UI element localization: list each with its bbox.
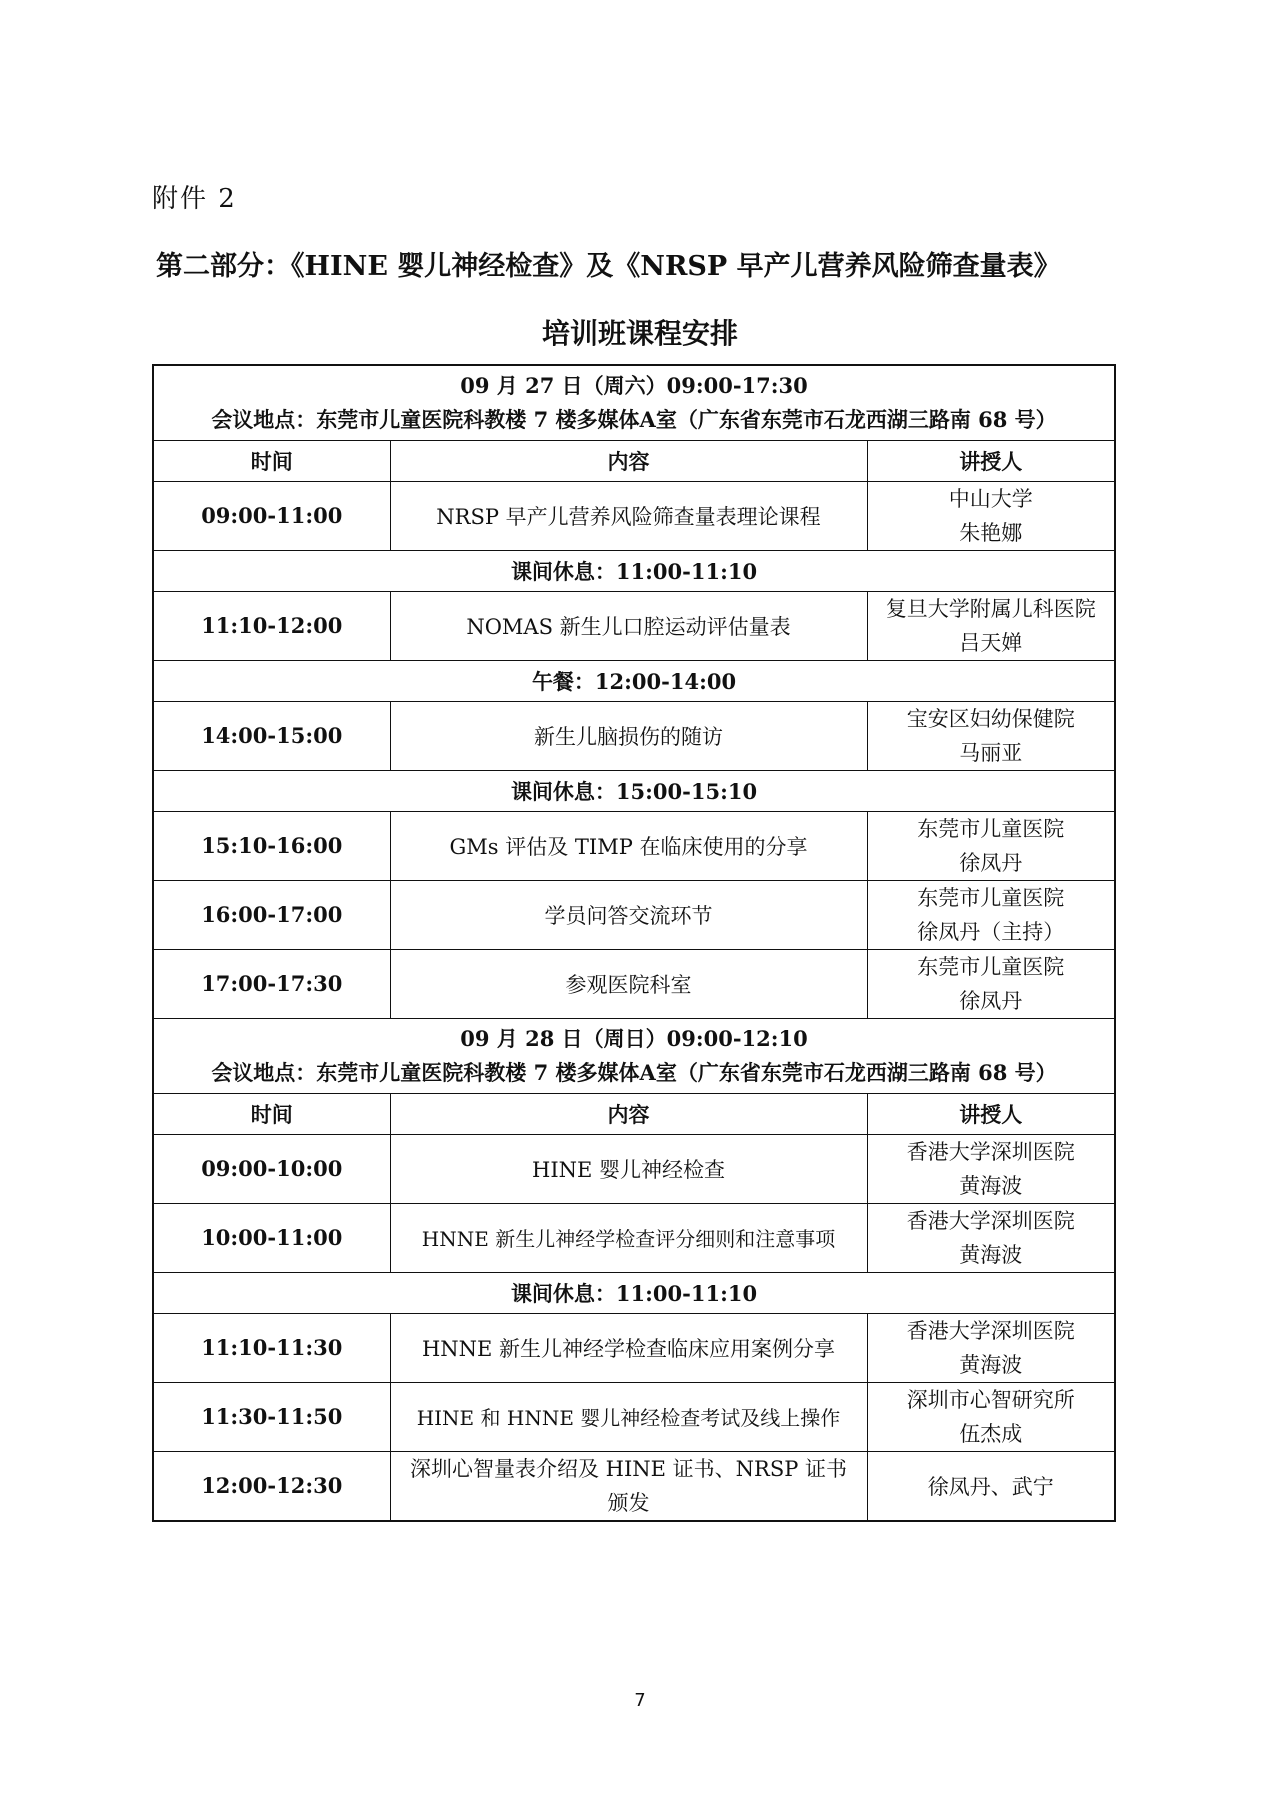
day-header-row: [153, 1018, 1115, 1093]
session-content: GMs 评估及 TIMP 在临床使用的分享: [390, 811, 867, 880]
session-speaker: [867, 1134, 1115, 1203]
session-content: [390, 1451, 867, 1521]
speaker-name: 徐凤丹: [959, 988, 1023, 1013]
day-venue: 会议地点：东莞市儿童医院科教楼 7 楼多媒体A室（广东省东莞市石龙西湖三路南 68 号）: [211, 406, 1057, 432]
session-speaker: 徐凤丹、武宁: [867, 1451, 1115, 1521]
session-time: 16:00-17:00: [153, 880, 390, 949]
session-time: 11:10-12:00: [153, 591, 390, 660]
session-row: [153, 880, 1115, 949]
session-speaker: [867, 1203, 1115, 1272]
session-content: 新生儿脑损伤的随访: [390, 701, 867, 770]
session-time: 09:00-10:00: [153, 1134, 390, 1203]
session-speaker: [867, 949, 1115, 1018]
session-speaker: [867, 1313, 1115, 1382]
break-label: 课间休息：11:00-11:10: [153, 1272, 1115, 1313]
session-time: 11:30-11:50: [153, 1382, 390, 1451]
session-speaker: [867, 591, 1115, 660]
speaker-affiliation: 香港大学深圳医院: [906, 1208, 1075, 1233]
session-speaker: [867, 811, 1115, 880]
session-content-line1: 深圳心智量表介绍及 HINE 证书、NRSP 证书: [409, 1456, 848, 1481]
speaker-name: 朱艳娜: [959, 520, 1023, 545]
session-time: 09:00-11:00: [153, 481, 390, 550]
session-row: [153, 481, 1115, 550]
document-subtitle: 培训班课程安排: [541, 317, 738, 350]
session-content: NRSP 早产儿营养风险筛查量表理论课程: [390, 481, 867, 550]
speaker-name: 黄海波: [959, 1352, 1023, 1377]
session-row: [153, 591, 1115, 660]
break-label: 课间休息：11:00-11:10: [153, 550, 1115, 591]
speaker-affiliation: 香港大学深圳医院: [906, 1139, 1075, 1164]
speaker-name: 黄海波: [959, 1173, 1023, 1198]
column-header-row: [153, 1093, 1115, 1134]
column-header-time: 时间: [153, 440, 390, 481]
speaker-name: 伍杰成: [959, 1421, 1023, 1446]
session-row: [153, 1134, 1115, 1203]
session-content: NOMAS 新生儿口腔运动评估量表: [390, 591, 867, 660]
speaker-affiliation: 宝安区妇幼保健院: [906, 706, 1075, 731]
day-header: [153, 1018, 1115, 1093]
document-title: 第二部分：《HINE 婴儿神经检查》及《NRSP 早产儿营养风险筛查量表》: [156, 251, 1061, 282]
session-speaker: [867, 701, 1115, 770]
day-date: 09 月 27 日（周六）09:00-17:30: [460, 372, 808, 398]
session-row: [153, 1451, 1115, 1521]
break-label: 课间休息：15:00-15:10: [153, 770, 1115, 811]
session-content: HINE 婴儿神经检查: [390, 1134, 867, 1203]
column-header-time: 时间: [153, 1093, 390, 1134]
column-header-row: [153, 440, 1115, 481]
speaker-name: 吕天婵: [959, 630, 1023, 655]
day-venue: 会议地点：东莞市儿童医院科教楼 7 楼多媒体A室（广东省东莞市石龙西湖三路南 68 号）: [211, 1059, 1057, 1085]
break-row: [153, 770, 1115, 811]
session-speaker: [867, 880, 1115, 949]
session-content: 参观医院科室: [390, 949, 867, 1018]
session-time: 11:10-11:30: [153, 1313, 390, 1382]
speaker-name: 徐凤丹: [959, 850, 1023, 875]
speaker-name: 徐凤丹（主持）: [917, 919, 1065, 944]
speaker-name: 马丽亚: [959, 740, 1023, 765]
speaker-affiliation: 香港大学深圳医院: [906, 1318, 1075, 1343]
session-row: [153, 949, 1115, 1018]
speaker-affiliation: 中山大学: [948, 486, 1033, 511]
column-header-speaker: 讲授人: [867, 1093, 1115, 1134]
session-row: [153, 701, 1115, 770]
session-speaker: [867, 481, 1115, 550]
session-speaker: [867, 1382, 1115, 1451]
session-content: HINE 和 HNNE 婴儿神经检查考试及线上操作: [390, 1382, 867, 1451]
session-content: 学员问答交流环节: [390, 880, 867, 949]
speaker-affiliation: 东莞市儿童医院: [917, 954, 1065, 979]
break-label: 午餐：12:00-14:00: [153, 660, 1115, 701]
speaker-name: 黄海波: [959, 1242, 1023, 1267]
session-row: [153, 1203, 1115, 1272]
session-time: 10:00-11:00: [153, 1203, 390, 1272]
session-time: 14:00-15:00: [153, 701, 390, 770]
column-header-content: 内容: [390, 1093, 867, 1134]
speaker-affiliation: 复旦大学附属儿科医院: [885, 596, 1096, 621]
break-row: [153, 1272, 1115, 1313]
session-row: [153, 811, 1115, 880]
session-content: HNNE 新生儿神经学检查临床应用案例分享: [390, 1313, 867, 1382]
session-content: HNNE 新生儿神经学检查评分细则和注意事项: [390, 1203, 867, 1272]
page-number: 7: [634, 1690, 646, 1711]
day-date: 09 月 28 日（周日）09:00-12:10: [460, 1025, 808, 1051]
speaker-affiliation: 东莞市儿童医院: [917, 885, 1065, 910]
session-time: 12:00-12:30: [153, 1451, 390, 1521]
session-content-line2: 颁发: [607, 1490, 650, 1515]
session-time: 17:00-17:30: [153, 949, 390, 1018]
attachment-label: 附件 2: [152, 184, 237, 214]
break-row: [153, 550, 1115, 591]
session-row: [153, 1313, 1115, 1382]
session-time: 15:10-16:00: [153, 811, 390, 880]
day-header-row: [153, 365, 1115, 440]
day-header: [153, 365, 1115, 440]
break-row: [153, 660, 1115, 701]
schedule-table: [152, 364, 1116, 1522]
speaker-affiliation: 深圳市心智研究所: [906, 1387, 1075, 1412]
column-header-content: 内容: [390, 440, 867, 481]
session-row: [153, 1382, 1115, 1451]
speaker-affiliation: 东莞市儿童医院: [917, 816, 1065, 841]
column-header-speaker: 讲授人: [867, 440, 1115, 481]
